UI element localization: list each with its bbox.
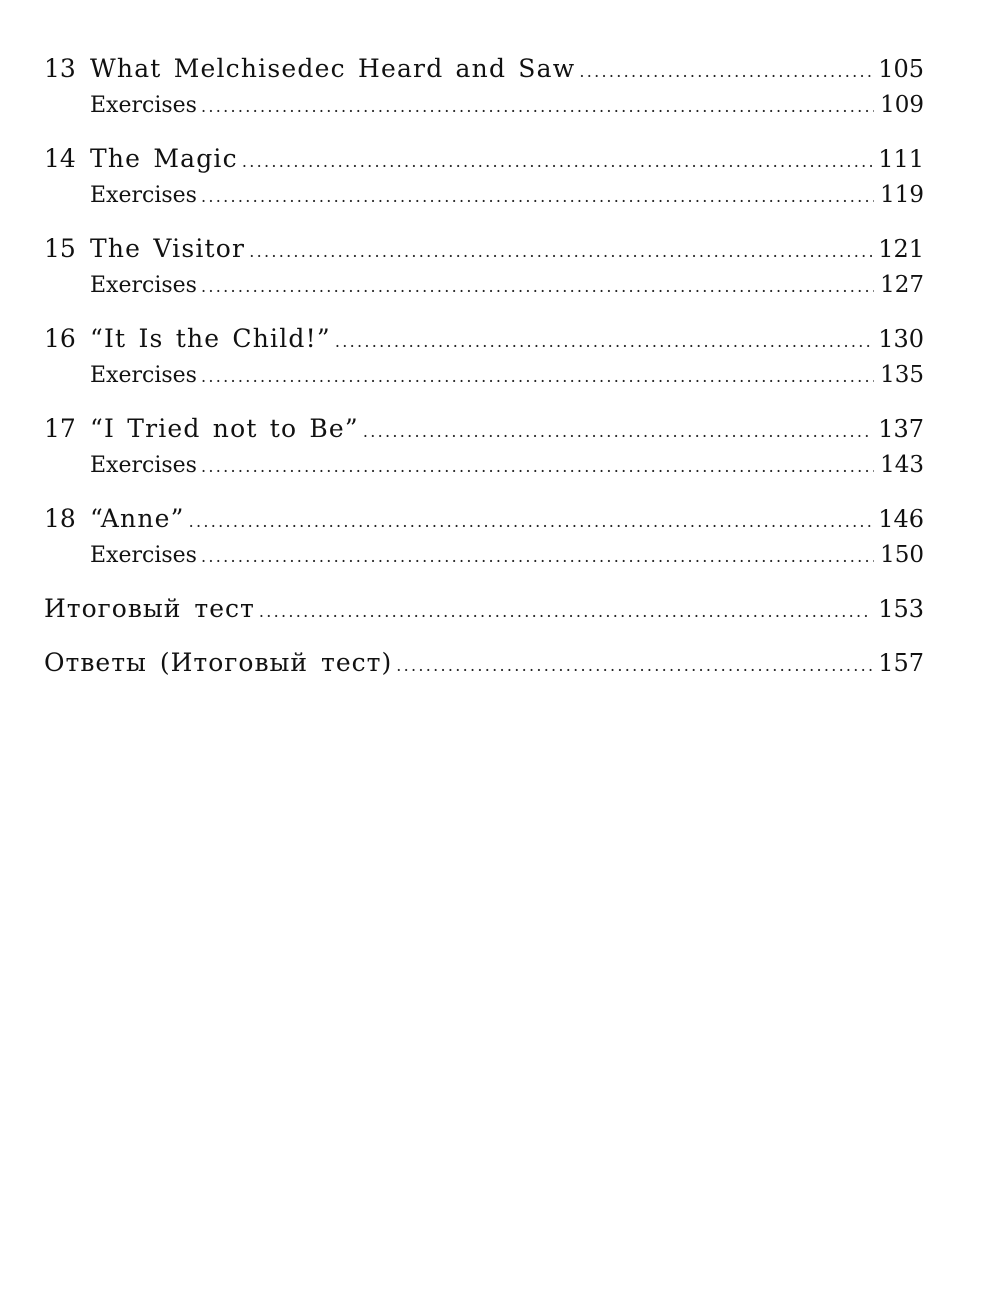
- toc-entry-exercises-15[interactable]: [44, 272, 924, 324]
- chapter-number: 15: [44, 234, 76, 263]
- toc-entry-chapter-18[interactable]: [44, 504, 924, 542]
- dot-leader: [201, 277, 874, 296]
- toc-entry-chapter-14[interactable]: [44, 144, 924, 182]
- page-number: 130: [878, 325, 924, 353]
- dot-leader: [201, 547, 874, 566]
- dot-leader: [189, 512, 873, 531]
- page-number: 137: [878, 415, 924, 443]
- toc-entry-answers[interactable]: [44, 648, 924, 702]
- dot-leader: [396, 656, 872, 675]
- exercises-title: Exercises: [90, 543, 197, 568]
- page-number: 153: [878, 595, 924, 623]
- dot-leader: [201, 97, 874, 116]
- page-number: 150: [880, 542, 924, 568]
- chapter-number: 14: [44, 144, 76, 173]
- toc-entry-exercises-14[interactable]: [44, 182, 924, 234]
- exercises-title: Exercises: [90, 363, 197, 388]
- dot-leader: [249, 242, 872, 261]
- chapter-title: The Magic: [90, 144, 238, 173]
- dot-leader: [259, 602, 872, 621]
- exercises-title: Exercises: [90, 453, 197, 478]
- final-test-title: Итоговый тест: [44, 594, 255, 623]
- page-number: 127: [880, 272, 924, 298]
- toc-entry-exercises-18[interactable]: [44, 542, 924, 594]
- chapter-title: “I Tried not to Be”: [90, 414, 359, 443]
- chapter-title: What Melchisedec Heard and Saw: [90, 54, 576, 83]
- exercises-title: Exercises: [90, 93, 197, 118]
- page-number: 157: [878, 649, 924, 677]
- dot-leader: [201, 457, 874, 476]
- page-number: 121: [878, 235, 924, 263]
- toc-entry-chapter-17[interactable]: [44, 414, 924, 452]
- dot-leader: [579, 62, 872, 81]
- chapter-number: 17: [44, 414, 76, 443]
- table-of-contents: [44, 54, 924, 702]
- dot-leader: [201, 187, 874, 206]
- dot-leader: [363, 422, 872, 441]
- toc-entry-chapter-16[interactable]: [44, 324, 924, 362]
- toc-entry-exercises-13[interactable]: [44, 92, 924, 144]
- toc-entry-exercises-17[interactable]: [44, 452, 924, 504]
- page-number: 109: [880, 92, 924, 118]
- page-number: 119: [880, 182, 924, 208]
- chapter-number: 16: [44, 324, 76, 353]
- dot-leader: [335, 332, 872, 351]
- chapter-number: 13: [44, 54, 76, 83]
- toc-entry-exercises-16[interactable]: [44, 362, 924, 414]
- chapter-title: The Visitor: [90, 234, 246, 263]
- dot-leader: [201, 367, 874, 386]
- chapter-title: “Anne”: [90, 504, 185, 533]
- page-number: 143: [880, 452, 924, 478]
- dot-leader: [242, 152, 872, 171]
- toc-entry-chapter-15[interactable]: [44, 234, 924, 272]
- page-number: 105: [878, 55, 924, 83]
- exercises-title: Exercises: [90, 183, 197, 208]
- toc-entry-chapter-13[interactable]: [44, 54, 924, 92]
- chapter-title: “It Is the Child!”: [90, 324, 331, 353]
- answers-title: Ответы (Итоговый тест): [44, 648, 393, 677]
- exercises-title: Exercises: [90, 273, 197, 298]
- page-number: 111: [878, 145, 924, 173]
- chapter-number: 18: [44, 504, 76, 533]
- toc-entry-final-test[interactable]: [44, 594, 924, 648]
- page-number: 135: [880, 362, 924, 388]
- page-number: 146: [878, 505, 924, 533]
